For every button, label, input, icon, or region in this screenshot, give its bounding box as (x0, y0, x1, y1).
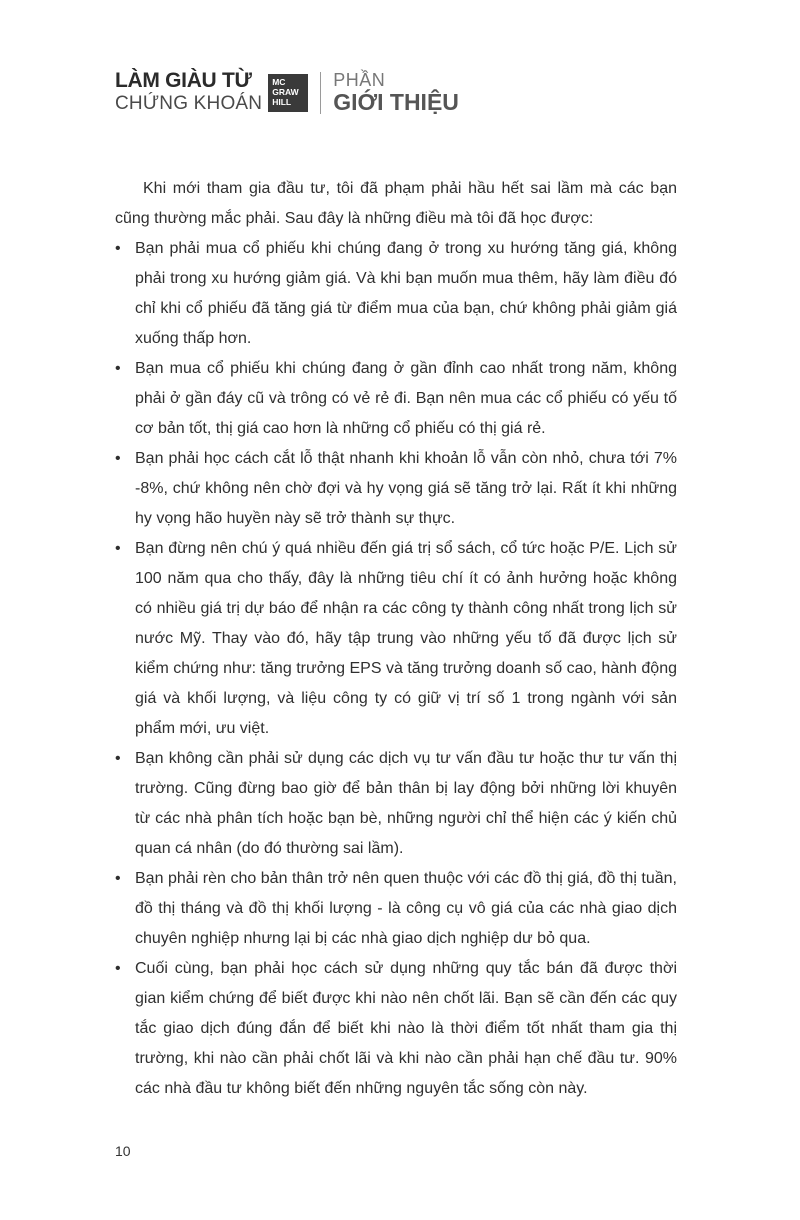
logo-text-line: GRAW (272, 87, 299, 97)
book-title-line1: LÀM GIÀU TỪ (115, 69, 252, 92)
bullet: • (115, 960, 121, 977)
list-item-text: Bạn đừng nên chú ý quá nhiều đến giá trị sổ sách, cổ tức hoặc P/E. Lịch sử 100 năm qua cho thấy, đây là những tiêu chí ít có ảnh hưởng hoặc không có nhiều giá trị dự báo để nhận ra các công ty thành công nhất trong lịch sử nước Mỹ. Thay vào đó, hãy tập trung vào những yếu tố đã được lịch sử kiểm chứng như: tăng trưởng EPS và tăng trưởng doanh số cao, hành động giá và khối lượng, và liệu công ty có giữ vị trí số 1 trong ngành với sản phẩm mới, ưu việt. (135, 540, 677, 737)
bullet: • (115, 750, 121, 767)
section-name: GIỚI THIỆU (333, 89, 459, 115)
section-kicker: PHẦN (333, 70, 386, 90)
list-item (115, 534, 677, 744)
bullet: • (115, 240, 121, 257)
bullet: • (115, 450, 121, 467)
section-heading (333, 70, 459, 114)
list-item (115, 954, 677, 1104)
list-item (115, 444, 677, 534)
list-item-text: Bạn phải học cách cắt lỗ thật nhanh khi khoản lỗ vẫn còn nhỏ, chưa tới 7% -8%, chứ không nên chờ đợi và hy vọng giá sẽ tăng trở lại. Rất ít khi những hy vọng hão huyền này sẽ trở thành sự thực. (135, 450, 677, 527)
intro-paragraph: Khi mới tham gia đầu tư, tôi đã phạm phải hầu hết sai lầm mà các bạn cũng thường mắc phải. Sau đây là những điều mà tôi đã học được: (115, 180, 677, 227)
logo-text-line: HILL (272, 97, 292, 107)
page-body (115, 174, 677, 1104)
bullet: • (115, 870, 121, 887)
mcgraw-hill-logo (268, 74, 308, 112)
list-item-text: Bạn mua cổ phiếu khi chúng đang ở gần đỉnh cao nhất trong năm, không phải ở gần đáy cũ và trông có vẻ rẻ đi. Bạn nên mua các cổ phiếu có yếu tố cơ bản tốt, thị giá cao hơn là những cổ phiếu có thị giá rẻ. (135, 360, 677, 437)
list-item-text: Bạn không cần phải sử dụng các dịch vụ tư vấn đầu tư hoặc thư tư vấn thị trường. Cũng đừng bao giờ để bản thân bị lay động bởi những lời khuyên từ các nhà phân tích hoặc bạn bè, những người chỉ thể hiện các ý kiến chủ quan cá nhân (do đó thường sai lầm). (135, 750, 677, 857)
running-header (115, 70, 459, 114)
list-item-text: Bạn phải rèn cho bản thân trở nên quen thuộc với các đồ thị giá, đồ thị tuần, đồ thị tháng và đồ thị khối lượng - là công cụ vô giá của các nhà giao dịch chuyên nghiệp nhưng lại bị các nhà giao dịch nghiệp dư bỏ qua. (135, 870, 677, 947)
bullet: • (115, 540, 121, 557)
page-number: 10 (115, 1143, 131, 1159)
list-item (115, 744, 677, 864)
list-item (115, 354, 677, 444)
list-item (115, 864, 677, 954)
book-title-line2: CHỨNG KHOÁN (115, 93, 263, 114)
bullet: • (115, 360, 121, 377)
header-divider (320, 72, 321, 114)
logo-text-line: MC (272, 77, 286, 87)
list-item-text: Bạn phải mua cổ phiếu khi chúng đang ở trong xu hướng tăng giá, không phải trong xu hướng giảm giá. Và khi bạn muốn mua thêm, hãy làm điều đó chỉ khi cổ phiếu đã tăng giá từ điểm mua của bạn, chứ không phải giảm giá xuống thấp hơn. (135, 240, 677, 347)
lessons-list (115, 234, 677, 1104)
list-item-text: Cuối cùng, bạn phải học cách sử dụng những quy tắc bán đã được thời gian kiểm chứng để biết được khi nào nên chốt lãi. Bạn sẽ cần đến các quy tắc giao dịch đúng đắn để biết khi nào là thời điểm tốt nhất tham gia thị trường, khi nào cần phải chốt lãi và khi nào cần phải hạn chế đầu tư. 90% các nhà đầu tư không biết đến những nguyên tắc sống còn này. (135, 960, 677, 1097)
book-title (115, 70, 262, 113)
list-item (115, 234, 677, 354)
